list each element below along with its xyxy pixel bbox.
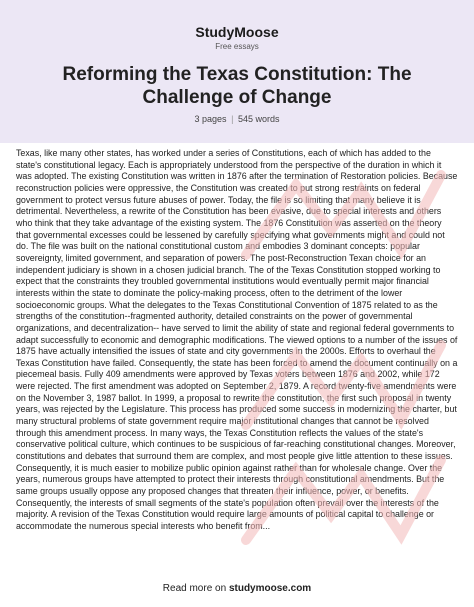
footer-prefix: Read more on [162, 583, 227, 594]
meta-separator: | [231, 114, 234, 124]
essay-body: Texas, like many other states, has worked under a series of Constitutions, each of which has added to the state's constitutional legacy. Each is appropriately understood from the perspective of the duration in which it was adopted. The existing Constitution was written in 1876 after the termination of Restoration policies. Because reconstruction policies were oppressive, the Constitution was created to put strong restraints on federal government to protect versus future abuses of power. Today, the file is so limiting that many believe it is detrimental. Nevertheless, a rewrite of the Constitution has been evasive, due to special interests and others who think that they take advantage of the existing system. The 1876 Constitution was asserted on the theory that governmental excesses could be lessened by carefully specifying what governments might and could not do. The file was built on the national constitutional custom and embodies 3 dominant concepts: popular sovereignty, limited government, and separation of powers. The post-Reconstruction Texan choice for an independent judiciary is shown in a chosen judicial branch. The of the Texas Constitution stopped working to expect that the constraints they troubled governmental institutions would eventually permit major financial interests within the state to dominate the policy-making process, often to the detriment of the lower socioeconomic groups. What the delegates to the Texas Constitutional Convention of 1875 related to as the strengths of the constitution--fragmented authority, detailed constraints on the power of governmental organizations, and decentralization-- have served to limit the ability of state and regional federal governments to adapt successfully to economic and demographic modifications. The viewed options to a number of the issues of 1875 have actually intensified the issues of state and city governments in the 2000s. Efforts to overhaul the Texas Constitution have failed. Consequently, the state has been forced to amend the document continually on a piecemeal basis. Fully 409 amendments were approved by Texas voters between 1876 and 2002, while 172 were rejected. The first amendment was adopted on September 2, 1879. A record twenty-five amendments were on the November 3, 1987 ballot. In 1999, a proposal to rewrite the constitution, the first such proposal in twenty years, was rejected by the Legislature. This process has produced some success in modernizing the charter, but many structural problems of state government require major institutional changes that cannot be resolved through this amendment process. In many ways, the Texas Constitution reflects the values of the state's conservative political culture, which continues to be suspicious of far-reaching constitutional changes. Moreover, constitutions and debates that surround them are complex, and most people give little attention to these issues. Consequently, it is much easier to mobilize public opinion against rather than for wholesale change. Over the years, numerous groups have attempted to protect their interests through constitutional amendments. But the same groups usually oppose any proposed changes that threaten their influence, power, or benefits. Consequently, the interests of small segments of the state's population often prevail over the interests of the majority. A revision of the Texas Constitution would require large amounts of political capital to challenge or accommodate the numerous special interests who benefit from... [16, 148, 458, 531]
footer-link[interactable]: studymoose.com [228, 583, 312, 594]
brand-logo[interactable]: StudyMoose [195, 24, 279, 40]
document-meta [0, 114, 474, 124]
brand-tagline: Free essays [215, 42, 259, 51]
page-title: Reforming the Texas Constitution: The Challenge of Change [62, 64, 412, 108]
word-count: 545 words [237, 114, 280, 124]
footer [0, 583, 474, 594]
document-header [0, 0, 474, 143]
page-count: 3 pages [194, 114, 227, 124]
